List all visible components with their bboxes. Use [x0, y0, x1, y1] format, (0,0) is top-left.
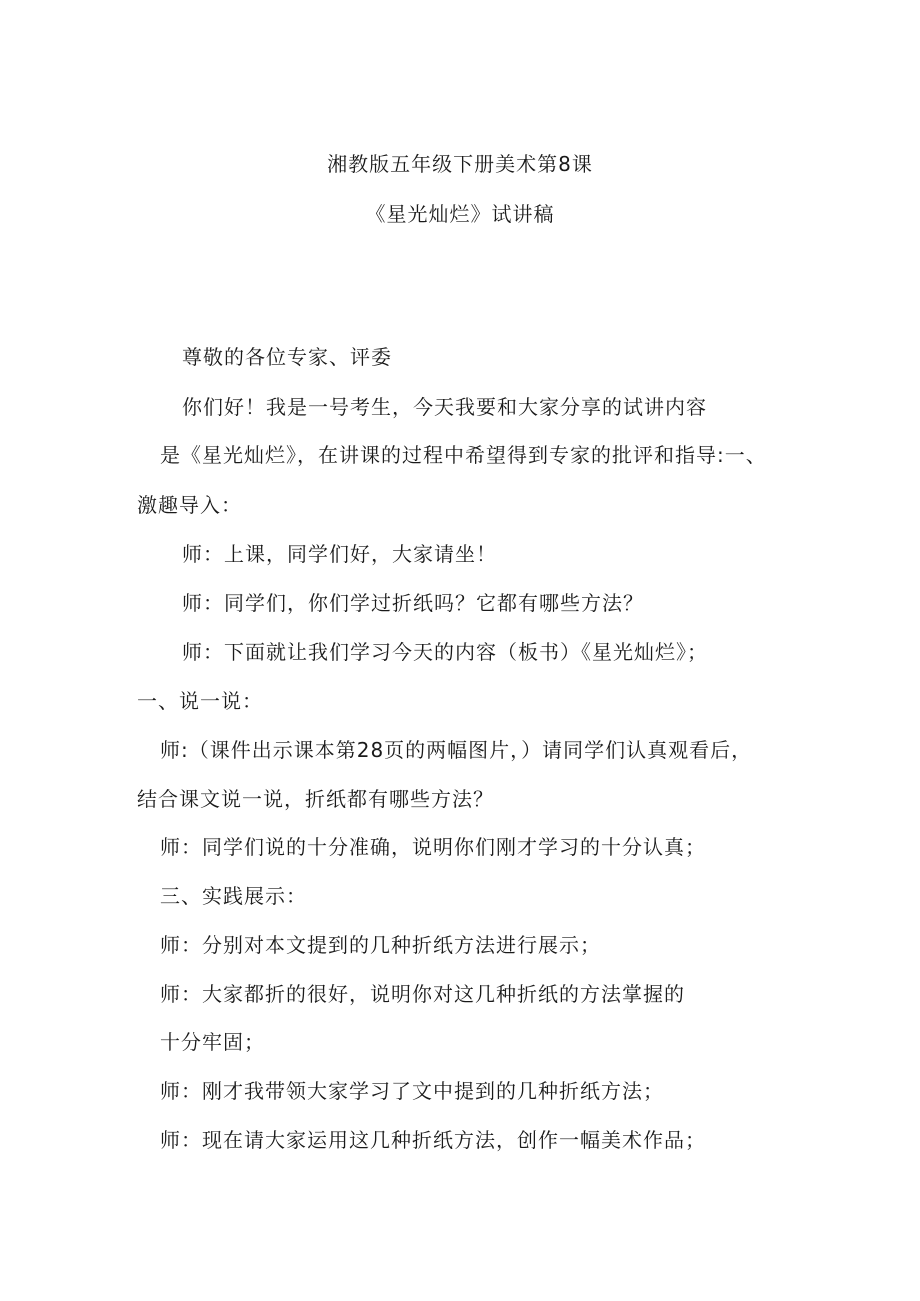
teacher-line: 师：分别对本文提到的几种折纸方法进行展示； [160, 933, 601, 957]
teacher-line: 师：同学们说的十分准确，说明你们刚才学习的十分认真； [160, 835, 706, 859]
teacher-line: 师：刚才我带领大家学习了文中提到的几种折纸方法； [160, 1079, 664, 1103]
document-subtitle: 《星光灿烂》试讲稿 [365, 202, 555, 226]
section-heading-say: 一、说一说： [137, 689, 263, 713]
teacher-line: 师：大家都折的很好，说明你对这几种折纸的方法掌握的 [160, 982, 685, 1006]
teacher-line: 师：现在请大家运用这几种折纸方法，创作一幅美术作品； [160, 1128, 706, 1152]
teacher-line-continued: 十分牢固； [160, 1030, 265, 1054]
teacher-line-continued: 结合课文说一说，折纸都有哪些方法？ [137, 787, 494, 811]
teacher-line: 师：同学们，你们学过折纸吗？它都有哪些方法？ [182, 591, 644, 615]
teacher-line: 师:（课件出示课本第28页的两幅图片，）请同学们认真观看后， [160, 738, 753, 762]
document-title: 湘教版五年级下册美术第8课 [327, 152, 593, 176]
intro-line-1: 你们好！我是一号考生，今天我要和大家分享的试讲内容 [182, 395, 707, 419]
section-heading-practice: 三、实践展示： [160, 884, 307, 908]
greeting-line: 尊敬的各位专家、评委 [182, 345, 392, 369]
teacher-line: 师：上课，同学们好，大家请坐！ [182, 542, 497, 566]
intro-line-2: 是《星光灿烂》，在讲课的过程中希望得到专家的批评和指导:一、 [160, 443, 767, 467]
teacher-line: 师：下面就让我们学习今天的内容（板书）《星光灿烂》； [182, 640, 708, 664]
section-heading-intro: 激趣导入： [137, 493, 242, 517]
